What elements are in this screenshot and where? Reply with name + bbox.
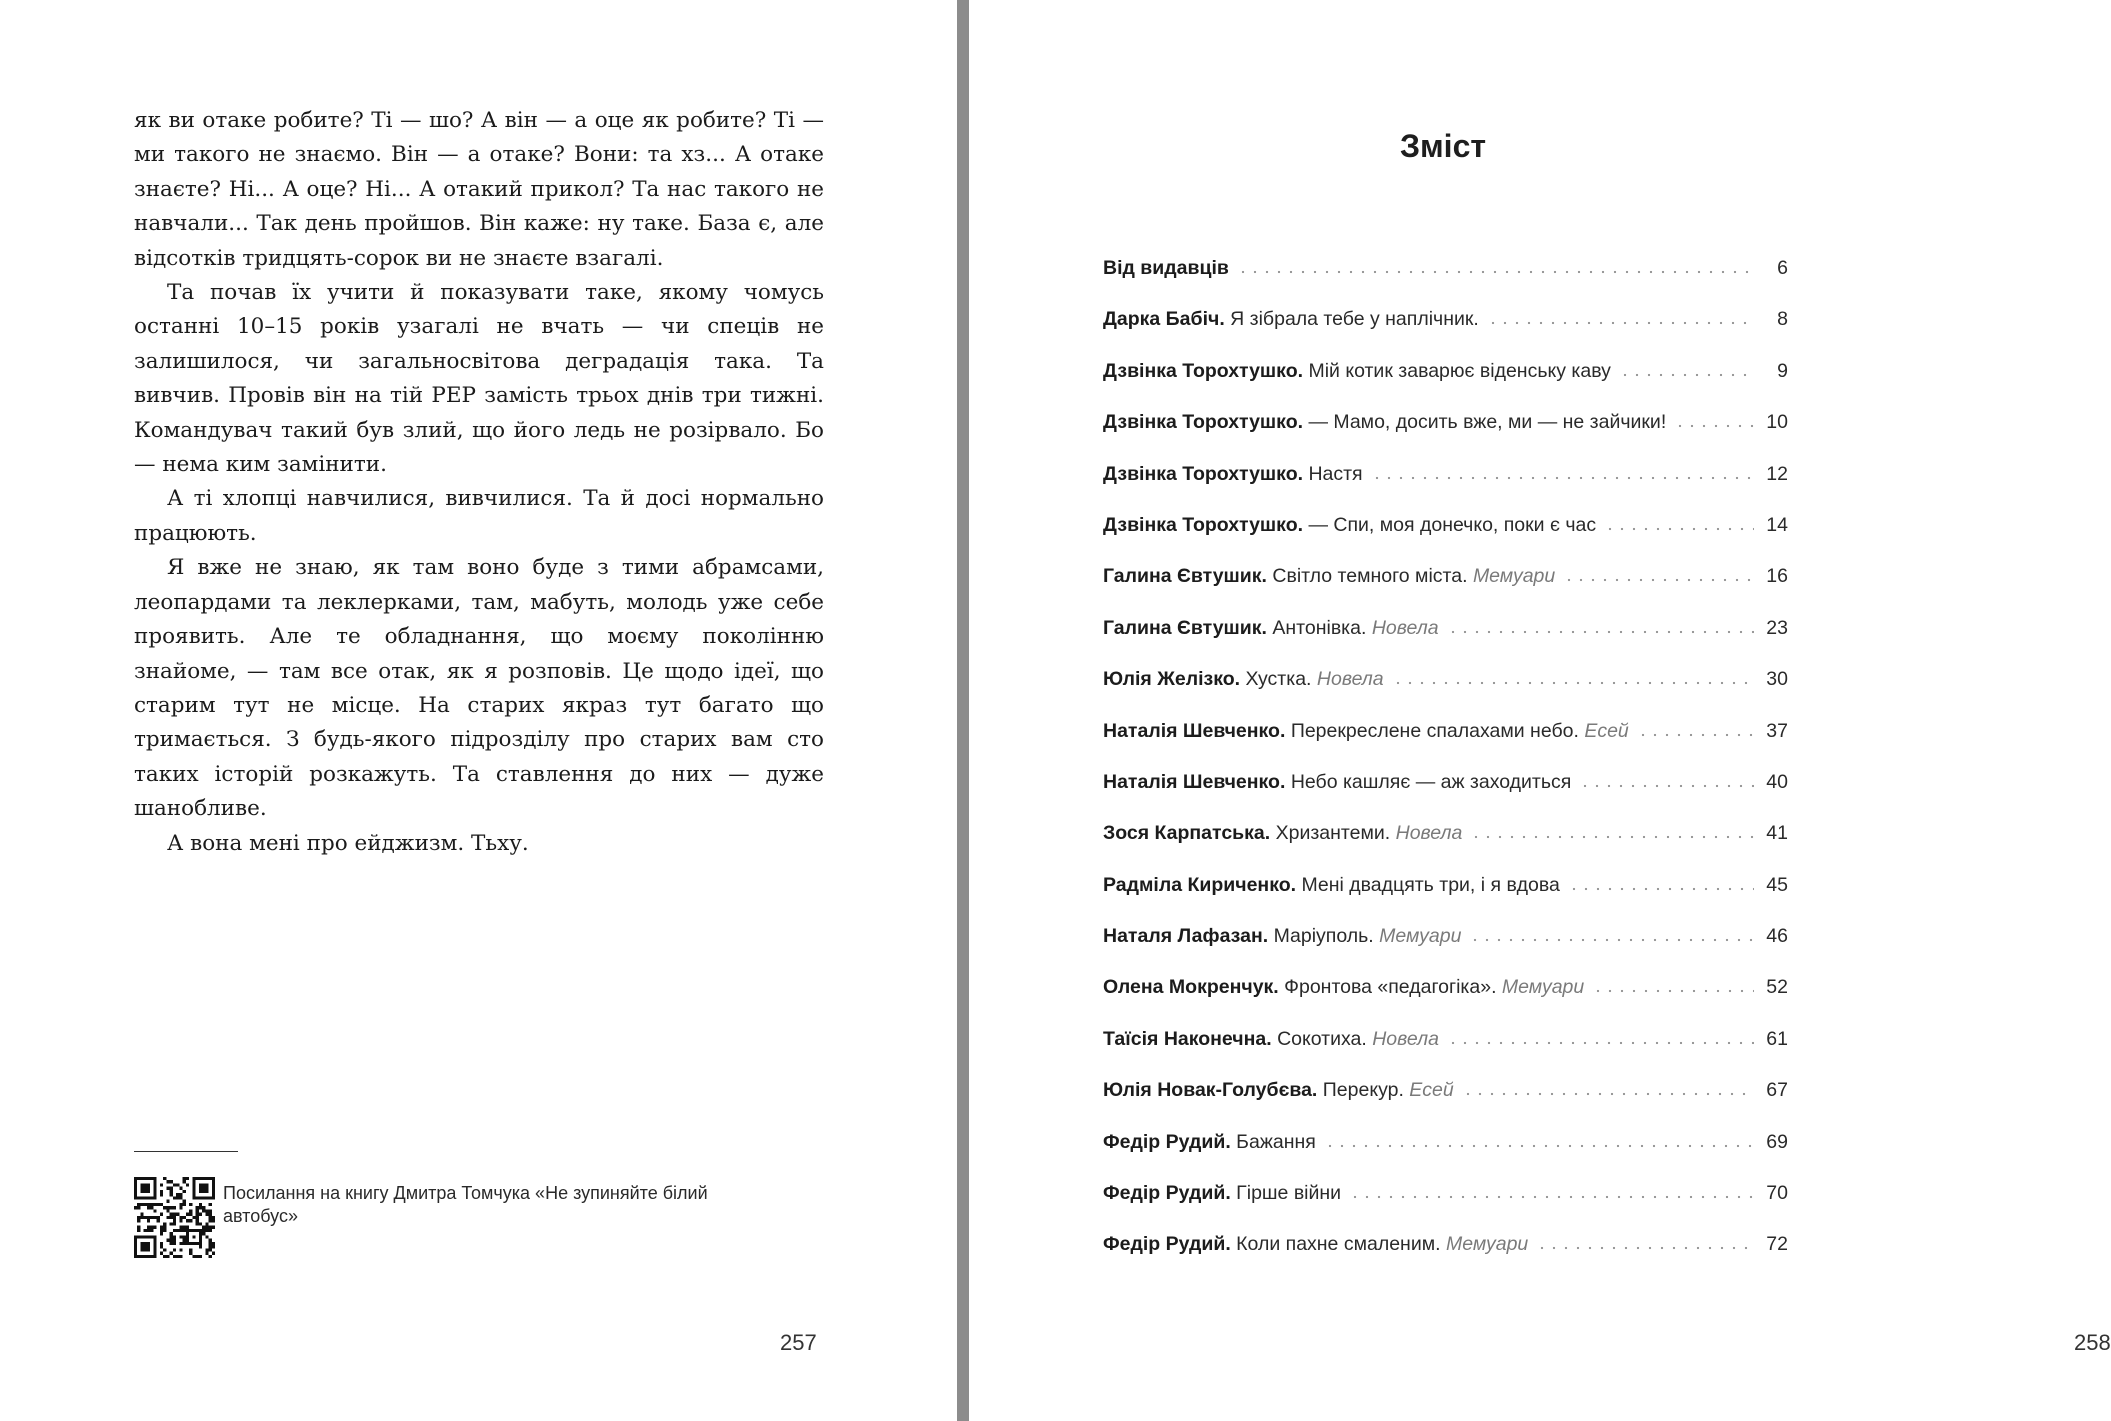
toc-author: Олена Мокренчук. (1103, 976, 1279, 999)
dot-leader (1536, 1246, 1754, 1250)
toc-page-number: 72 (1766, 1233, 1788, 1256)
dot-leader (1568, 887, 1754, 891)
toc-author: Дзвінка Торохтушко. (1103, 462, 1304, 485)
toc-author: Дарка Бабіч. (1103, 308, 1225, 331)
toc-page-number: 10 (1766, 411, 1788, 434)
toc-work-title: Перекур. (1322, 1079, 1404, 1102)
toc-page-number: 61 (1766, 1027, 1788, 1050)
toc-entry[interactable] (1103, 514, 1788, 565)
toc-entry-label (1103, 771, 1571, 794)
toc-work-title: Бажання (1236, 1130, 1316, 1153)
dot-leader (1447, 630, 1754, 634)
dot-leader (1592, 989, 1754, 993)
toc-genre: Новела (1372, 1027, 1439, 1050)
toc-author: Федір Рудий. (1103, 1130, 1231, 1153)
toc-work-title: Перекреслене спалахами небо. (1290, 719, 1579, 742)
toc-entry[interactable] (1103, 257, 1788, 308)
toc-entry[interactable] (1103, 360, 1788, 411)
dot-leader (1371, 476, 1754, 480)
toc-author: Юлія Желізко. (1103, 668, 1241, 691)
dot-leader (1619, 373, 1754, 377)
toc-page-number: 16 (1766, 565, 1788, 588)
dot-leader (1469, 938, 1754, 942)
toc-author: Від видавців (1103, 257, 1229, 279)
toc-page-number: 37 (1766, 719, 1788, 742)
toc-entry-label (1103, 565, 1555, 588)
dot-leader (1462, 1092, 1754, 1096)
paragraph: А вона мені про ейджизм. Тьху. (167, 830, 529, 856)
toc-author: Зося Карпатська. (1103, 822, 1271, 845)
toc-genre: Новела (1316, 668, 1384, 691)
dot-leader (1470, 835, 1754, 839)
toc-author: Радміла Кириченко. (1103, 873, 1297, 896)
toc-author: Галина Євтушик. (1103, 565, 1267, 588)
page-number-left: 257 (780, 1330, 817, 1355)
toc-genre: Мемуари (1501, 976, 1585, 999)
toc-page-number: 41 (1766, 822, 1788, 845)
toc-work-title: Світло темного міста. (1272, 565, 1468, 588)
toc-entry-label (1103, 925, 1461, 948)
page-title: Зміст (1399, 128, 1487, 164)
dot-leader (1447, 1041, 1754, 1045)
toc-work-title: Мені двадцять три, і я вдова (1301, 873, 1560, 896)
toc-entry[interactable] (1103, 668, 1788, 719)
toc-page-number: 23 (1766, 616, 1788, 639)
toc-entry-label (1103, 360, 1611, 383)
toc-work-title: Антонівка. (1272, 616, 1367, 639)
dot-leader (1563, 578, 1754, 582)
toc-author: Наталя Лафазан. (1103, 925, 1269, 948)
toc-work-title: Коли пахне смаленим. (1236, 1233, 1441, 1256)
toc-entry[interactable] (1103, 822, 1788, 873)
toc-entry-label (1103, 874, 1560, 897)
footnote-divider (134, 1151, 238, 1152)
toc-entry-label (1103, 668, 1384, 691)
toc-entry[interactable] (1103, 617, 1788, 668)
toc-entry[interactable] (1103, 874, 1788, 925)
toc-work-title: Хустка. (1245, 668, 1312, 691)
toc-work-title: Гірше війни (1236, 1182, 1342, 1205)
toc-author: Таїсія Наконечна. (1103, 1027, 1272, 1050)
toc-page-number: 45 (1766, 873, 1788, 896)
toc-entry-label (1103, 1079, 1454, 1102)
toc-work-title: Маріуполь. (1273, 925, 1374, 948)
toc-page-number: 30 (1766, 668, 1788, 691)
dot-leader (1674, 424, 1754, 428)
qr-code-icon[interactable] (134, 1177, 215, 1258)
dot-leader (1637, 733, 1754, 737)
toc-work-title: Я зібрала тебе у наплічник. (1230, 308, 1479, 331)
toc-entry[interactable] (1103, 1131, 1788, 1182)
toc-entry[interactable] (1103, 1182, 1788, 1233)
toc-page-number: 6 (1777, 257, 1788, 279)
paragraph: Та почав їх учити й показувати таке, якому чомусь останні 10–15 років узагалі не вчать — чи спеців не залишилося, чи загальносвітова деградація така. Та вивчив. Провів він на тій РЕР замість трьох днів три тижні. Командувач такий був злий, що його ледь не розірвало. Бо — нема ким замінити. (134, 280, 824, 478)
toc-entry-label (1103, 1028, 1439, 1051)
toc-entry-label (1103, 822, 1462, 845)
dot-leader (1392, 681, 1754, 685)
toc-entry-label (1103, 257, 1229, 280)
toc-author: Наталія Шевченко. (1103, 770, 1286, 793)
toc-author: Федір Рудий. (1103, 1182, 1231, 1205)
dot-leader (1237, 270, 1754, 274)
toc-work-title: Хризантеми. (1275, 822, 1391, 845)
toc-page-number: 69 (1766, 1130, 1788, 1153)
toc-author: Дзвінка Торохтушко. (1103, 411, 1304, 434)
toc-genre: Новела (1395, 822, 1463, 845)
toc-page-number: 14 (1766, 513, 1788, 536)
toc-work-title: Небо кашляє — аж заходиться (1290, 770, 1572, 793)
toc-page-number: 9 (1777, 359, 1788, 382)
toc-genre: Мемуари (1472, 565, 1556, 588)
paragraph: Я вже не знаю, як там воно буде з тими абрамсами, леопардами та леклерками, там, мабуть, молодь уже себе проявить. Але те обладнання, що моєму поколінню знайоме, — там все отак, як я розповів. Це щодо ідеї, що старим тут не місце. На старих якраз тут багато що тримається. З будь-якого підрозділу про старих вам сто таких історій розкажуть. Та ставлення до них — дуже шанобливе. (134, 555, 824, 822)
table-of-contents (1103, 257, 1788, 1285)
toc-page-number: 12 (1766, 462, 1788, 485)
toc-entry-label (1103, 1233, 1528, 1256)
toc-work-title: Мій котик заварює віденську каву (1308, 359, 1611, 382)
toc-entry-label (1103, 720, 1629, 743)
toc-entry-label (1103, 976, 1584, 999)
toc-page-number: 46 (1766, 925, 1788, 948)
footnote-text: Посилання на книгу Дмитра Томчука «Не зупиняйте білий автобус» (223, 1183, 708, 1226)
toc-entry-label (1103, 514, 1596, 537)
toc-entry[interactable] (1103, 925, 1788, 976)
toc-page-number: 67 (1766, 1079, 1788, 1102)
toc-page-number: 70 (1766, 1182, 1788, 1205)
toc-genre: Есей (1409, 1079, 1454, 1102)
toc-genre: Есей (1584, 719, 1629, 742)
dot-leader (1487, 321, 1754, 325)
dot-leader (1604, 527, 1754, 531)
book-gutter (957, 0, 969, 1421)
toc-genre: Мемуари (1379, 925, 1462, 948)
toc-entry[interactable] (1103, 1233, 1788, 1284)
toc-entry-label (1103, 463, 1363, 486)
toc-author: Дзвінка Торохтушко. (1103, 359, 1304, 382)
toc-entry-label (1103, 617, 1439, 640)
toc-work-title: Настя (1308, 462, 1363, 485)
toc-work-title: Сокотиха. (1277, 1027, 1367, 1050)
toc-entry[interactable] (1103, 771, 1788, 822)
toc-author: Наталія Шевченко. (1103, 719, 1286, 742)
toc-entry[interactable] (1103, 1028, 1788, 1079)
toc-author: Дзвінка Торохтушко. (1103, 513, 1304, 536)
toc-page-number: 52 (1766, 976, 1788, 999)
body-text (134, 104, 824, 861)
toc-entry[interactable] (1103, 565, 1788, 616)
toc-entry-label (1103, 1131, 1316, 1154)
toc-author: Галина Євтушик. (1103, 616, 1267, 639)
page-number-right: 258 (2074, 1330, 2111, 1355)
toc-entry[interactable] (1103, 411, 1788, 462)
toc-entry[interactable] (1103, 720, 1788, 771)
toc-entry-label (1103, 308, 1479, 331)
toc-entry-label (1103, 1182, 1341, 1205)
toc-page-number: 8 (1777, 308, 1788, 331)
left-page (0, 0, 957, 1421)
toc-genre: Мемуари (1445, 1233, 1529, 1256)
toc-author: Федір Рудий. (1103, 1233, 1231, 1256)
toc-entry[interactable] (1103, 308, 1788, 359)
toc-entry[interactable] (1103, 463, 1788, 514)
toc-entry[interactable] (1103, 976, 1788, 1027)
paragraph: як ви отаке робите? Ті — шо? А він — а оце як робите? Ті — ми такого не знаємо. Він — а отаке? Вони: та хз... А отаке знаєте? Ні... А оце? Ні... А отакий прикол? Та нас такого не навчали... Так день пройшов. Він каже: ну таке. База є, але відсотків тридцять-сорок ви не знаєте взагалі. (134, 108, 824, 271)
toc-page-number: 40 (1766, 770, 1788, 793)
toc-author: Юлія Новак-Голубєва. (1103, 1079, 1318, 1102)
toc-work-title: — Мамо, досить вже, ми — не зайчики! (1308, 411, 1667, 434)
dot-leader (1579, 784, 1754, 788)
dot-leader (1349, 1195, 1754, 1199)
toc-entry[interactable] (1103, 1079, 1788, 1130)
dot-leader (1324, 1144, 1754, 1148)
paragraph: А ті хлопці навчилися, вивчилися. Та й досі нормально працюють. (134, 486, 824, 546)
toc-work-title: — Спи, моя донечко, поки є час (1308, 513, 1597, 536)
toc-entry-label (1103, 411, 1666, 434)
toc-work-title: Фронтова «педагогіка». (1284, 976, 1497, 999)
toc-genre: Новела (1371, 616, 1439, 639)
